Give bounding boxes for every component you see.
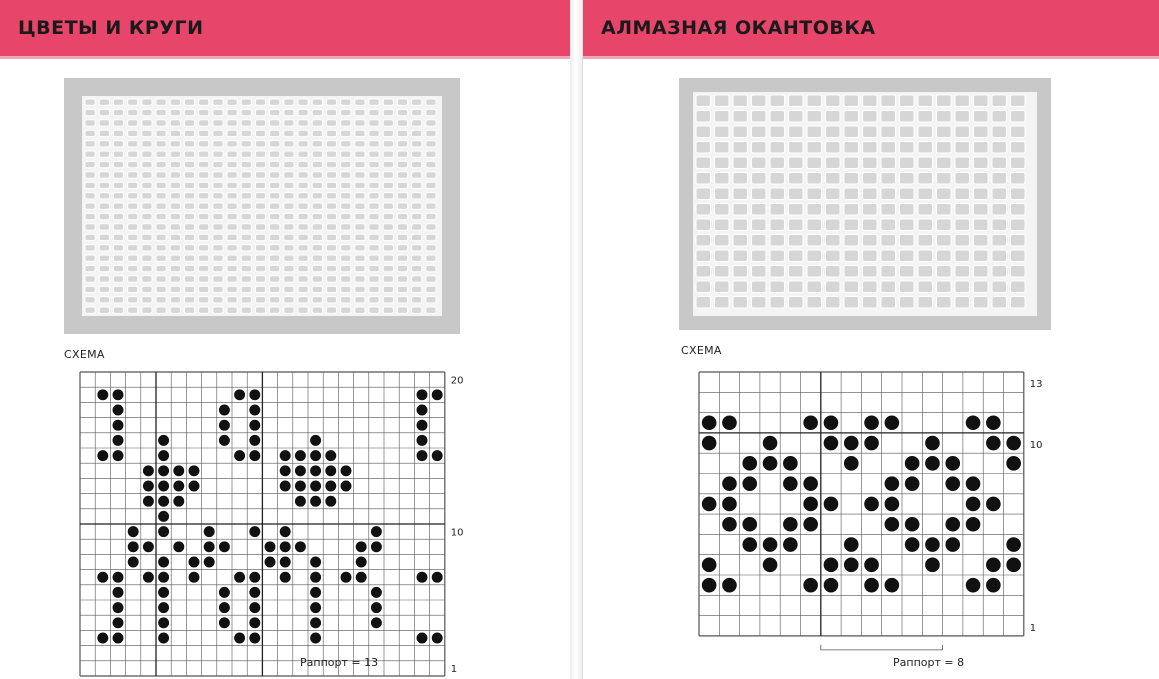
- left-chart-grid: [80, 372, 445, 676]
- right-chart-stitch-dot: [905, 456, 920, 471]
- right-chart-stitch-dot: [722, 476, 737, 491]
- left-chart-stitch-dot: [249, 572, 260, 583]
- right-chart-stitch-dot: [986, 436, 1001, 451]
- left-chart-stitch-dot: [204, 557, 215, 568]
- left-chart-stitch-dot: [371, 587, 382, 598]
- left-chart-stitch-dot: [310, 496, 321, 507]
- left-header-rule: [0, 56, 570, 59]
- right-chart-stitch-dot: [864, 415, 879, 430]
- right-chart-stitch-dot: [783, 456, 798, 471]
- left-chart-stitch-dot: [356, 541, 367, 552]
- left-chart-stitch-dot: [113, 420, 124, 431]
- right-chart-stitch-dot: [986, 578, 1001, 593]
- left-chart-stitch-dot: [417, 420, 428, 431]
- right-chart-stitch-dot: [945, 476, 960, 491]
- left-chart-stitch-dot: [249, 617, 260, 628]
- left-chart-stitch-dot: [310, 602, 321, 613]
- left-chart-stitch-dot: [128, 541, 139, 552]
- right-chart-stitch-dot: [824, 497, 839, 512]
- left-lace-photo: [64, 78, 460, 334]
- left-chart-row-label: 20: [450, 375, 464, 387]
- right-chart-stitch-dot: [763, 456, 778, 471]
- left-chart-stitch-dot: [295, 450, 306, 461]
- right-chart-stitch-dot: [945, 456, 960, 471]
- left-chart-stitch-dot: [341, 465, 352, 476]
- right-chart-stitch-dot: [864, 497, 879, 512]
- left-chart-stitch-dot: [280, 526, 291, 537]
- left-chart-stitch-dot: [219, 541, 230, 552]
- right-chart-stitch-dot: [824, 578, 839, 593]
- left-chart-stitch-dot: [173, 496, 184, 507]
- left-schema-label: СХЕМА: [64, 348, 105, 361]
- left-rapport-caption: Раппорт = 13: [300, 656, 379, 669]
- right-chart-stitch-dot: [702, 436, 717, 451]
- left-chart-stitch-dot: [128, 526, 139, 537]
- right-chart-stitch-dot: [722, 578, 737, 593]
- right-chart-stitch-dot: [1006, 456, 1021, 471]
- left-chart-stitch-dot: [173, 481, 184, 492]
- right-chart-stitch-dot: [885, 476, 900, 491]
- left-chart-stitch-dot: [219, 617, 230, 628]
- left-chart-stitch-dot: [417, 405, 428, 416]
- right-chart-stitch-dot: [885, 415, 900, 430]
- left-chart-stitch-dot: [158, 572, 169, 583]
- right-chart-stitch-dot: [742, 517, 757, 532]
- left-chart-stitch-dot: [310, 617, 321, 628]
- left-chart-stitch-dot: [189, 481, 200, 492]
- left-chart-stitch-dot: [310, 450, 321, 461]
- left-chart-stitch-dot: [249, 450, 260, 461]
- left-chart-stitch-dot: [417, 435, 428, 446]
- right-chart-stitch-dot: [803, 497, 818, 512]
- left-chart-stitch-dot: [158, 587, 169, 598]
- left-chart-stitch-dot: [417, 572, 428, 583]
- left-chart-stitch-dot: [432, 572, 443, 583]
- right-chart-stitch-dot: [702, 415, 717, 430]
- right-chart-stitch-dot: [783, 537, 798, 552]
- left-chart-stitch-dot: [143, 481, 154, 492]
- left-page-title: ЦВЕТЫ И КРУГИ: [0, 0, 570, 56]
- right-chart-row-label: 1: [1029, 622, 1037, 634]
- left-chart-row-label: 1: [450, 664, 458, 676]
- right-chart-rapport-bracket: [821, 645, 943, 650]
- right-chart-stitch-dot: [966, 578, 981, 593]
- left-chart-stitch-dot: [371, 541, 382, 552]
- right-chart-stitch-dot: [864, 558, 879, 573]
- left-chart-stitch-dot: [113, 572, 124, 583]
- left-chart-stitch-dot: [158, 465, 169, 476]
- left-chart-stitch-dot: [234, 572, 245, 583]
- left-chart-stitch-dot: [432, 450, 443, 461]
- right-chart-stitch-dot: [966, 476, 981, 491]
- left-chart-stitch-dot: [143, 572, 154, 583]
- right-lace-photo: [679, 78, 1051, 330]
- left-chart-stitch-dot: [280, 481, 291, 492]
- left-chart-stitch-dot: [189, 572, 200, 583]
- right-chart-stitch-dot: [742, 537, 757, 552]
- left-chart-stitch-dot: [143, 541, 154, 552]
- left-chart-stitch-dot: [310, 587, 321, 598]
- left-chart-stitch-dot: [249, 602, 260, 613]
- left-chart-stitch-dot: [219, 405, 230, 416]
- left-chart-stitch-dot: [371, 617, 382, 628]
- right-chart-stitch-dot: [986, 415, 1001, 430]
- right-chart-stitch-dot: [966, 497, 981, 512]
- left-chart-stitch-dot: [97, 450, 108, 461]
- left-chart-stitch-dot: [173, 541, 184, 552]
- left-chart-stitch-dot: [280, 541, 291, 552]
- right-chart-stitch-dot: [864, 436, 879, 451]
- left-chart-stitch-dot: [310, 465, 321, 476]
- left-chart-stitch-dot: [128, 557, 139, 568]
- left-chart-stitch-dot: [310, 572, 321, 583]
- right-chart-stitch-dot: [945, 517, 960, 532]
- left-chart-stitch-dot: [113, 450, 124, 461]
- right-chart-stitch-dot: [763, 537, 778, 552]
- right-chart-stitch-dot: [905, 476, 920, 491]
- left-chart-stitch-dot: [310, 435, 321, 446]
- left-chart-stitch-dot: [158, 617, 169, 628]
- left-chart-stitch-dot: [113, 587, 124, 598]
- left-chart-stitch-dot: [158, 450, 169, 461]
- right-chart-stitch-dot: [885, 517, 900, 532]
- right-chart-stitch-dot: [824, 558, 839, 573]
- left-chart-stitch-dot: [113, 602, 124, 613]
- right-chart-stitch-dot: [702, 497, 717, 512]
- book-gutter: [570, 0, 582, 679]
- left-chart-stitch-dot: [219, 420, 230, 431]
- left-page: [0, 0, 571, 679]
- left-chart-stitch-dot: [280, 572, 291, 583]
- left-chart-stitch-dot: [143, 465, 154, 476]
- right-rapport-caption: Раппорт = 8: [893, 656, 965, 669]
- left-chart-stitch-dot: [143, 496, 154, 507]
- left-chart-stitch-dot: [371, 602, 382, 613]
- right-chart-stitch-dot: [966, 517, 981, 532]
- right-chart-stitch-dot: [925, 436, 940, 451]
- left-chart-stitch-dot: [97, 389, 108, 400]
- right-chart-stitch-dot: [925, 456, 940, 471]
- left-chart-stitch-dot: [249, 633, 260, 644]
- left-chart-stitch-dot: [219, 602, 230, 613]
- left-chart-stitch-dot: [249, 420, 260, 431]
- left-chart-stitch-dot: [325, 496, 336, 507]
- right-chart-stitch-dot: [722, 517, 737, 532]
- right-chart-stitch-dot: [763, 558, 778, 573]
- right-chart-stitch-dot: [885, 497, 900, 512]
- left-chart-stitch-dot: [417, 450, 428, 461]
- left-chart-stitch-dot: [189, 557, 200, 568]
- right-chart-stitch-dot: [844, 436, 859, 451]
- right-chart-stitch-dot: [966, 415, 981, 430]
- right-chart-stitch-dot: [905, 517, 920, 532]
- left-chart-stitch-dot: [249, 405, 260, 416]
- left-chart-stitch-dot: [113, 633, 124, 644]
- left-chart-stitch-dot: [432, 633, 443, 644]
- right-chart-stitch-dot: [722, 415, 737, 430]
- left-chart-stitch-dot: [158, 496, 169, 507]
- right-chart-stitch-dot: [844, 558, 859, 573]
- left-chart-stitch-dot: [158, 633, 169, 644]
- right-chart-stitch-dot: [803, 476, 818, 491]
- right-chart-stitch-dot: [925, 537, 940, 552]
- right-chart-stitch-dot: [844, 537, 859, 552]
- left-chart-row-label: 10: [450, 527, 464, 539]
- left-chart-stitch-dot: [249, 389, 260, 400]
- left-chart-stitch-dot: [280, 450, 291, 461]
- right-chart-stitch-dot: [763, 436, 778, 451]
- right-header-rule: [583, 56, 1159, 59]
- left-chart-stitch-dot: [265, 541, 276, 552]
- left-chart-stitch-dot: [325, 481, 336, 492]
- left-chart-stitch-dot: [158, 526, 169, 537]
- right-chart-stitch-dot: [824, 436, 839, 451]
- left-chart-stitch-dot: [204, 526, 215, 537]
- left-chart-stitch-dot: [234, 633, 245, 644]
- left-chart-stitch-dot: [280, 557, 291, 568]
- left-chart-stitch-dot: [325, 450, 336, 461]
- left-chart-stitch-dot: [113, 617, 124, 628]
- right-chart-stitch-dot: [1006, 537, 1021, 552]
- left-chart-stitch-dot: [295, 541, 306, 552]
- left-chart-stitch-dot: [113, 389, 124, 400]
- left-chart-stitch-dot: [325, 465, 336, 476]
- right-chart: [699, 372, 1043, 662]
- right-chart-stitch-dot: [783, 517, 798, 532]
- right-chart-stitch-dot: [702, 558, 717, 573]
- left-chart-stitch-dot: [310, 633, 321, 644]
- right-chart-stitch-dot: [803, 578, 818, 593]
- left-chart-stitch-dot: [204, 541, 215, 552]
- left-chart-stitch-dot: [234, 389, 245, 400]
- right-page-title: АЛМАЗНАЯ ОКАНТОВКА: [583, 0, 1159, 56]
- left-chart-stitch-dot: [356, 572, 367, 583]
- left-chart-stitch-dot: [173, 465, 184, 476]
- lace-mesh: [85, 99, 436, 313]
- right-chart-stitch-dot: [986, 558, 1001, 573]
- left-chart-stitch-dot: [356, 557, 367, 568]
- right-chart-row-label: 10: [1029, 440, 1043, 452]
- left-chart-stitch-dot: [97, 572, 108, 583]
- right-chart-stitch-dot: [742, 456, 757, 471]
- right-chart-stitch-dot: [986, 497, 1001, 512]
- left-chart-stitch-dot: [341, 572, 352, 583]
- right-chart-stitch-dot: [1006, 436, 1021, 451]
- left-chart-stitch-dot: [249, 435, 260, 446]
- right-chart-stitch-dot: [864, 578, 879, 593]
- left-chart-stitch-dot: [158, 435, 169, 446]
- right-chart-stitch-dot: [803, 517, 818, 532]
- left-chart-stitch-dot: [341, 481, 352, 492]
- right-chart-stitch-dot: [885, 578, 900, 593]
- left-chart-stitch-dot: [265, 557, 276, 568]
- left-chart-stitch-dot: [280, 465, 291, 476]
- left-chart-stitch-dot: [158, 602, 169, 613]
- left-chart-stitch-dot: [113, 435, 124, 446]
- left-chart-stitch-dot: [113, 405, 124, 416]
- left-chart-stitch-dot: [249, 526, 260, 537]
- right-chart-stitch-dot: [925, 558, 940, 573]
- left-chart-stitch-dot: [189, 465, 200, 476]
- left-chart-stitch-dot: [219, 435, 230, 446]
- right-chart-stitch-dot: [824, 415, 839, 430]
- left-chart-stitch-dot: [158, 481, 169, 492]
- left-chart-stitch-dot: [219, 587, 230, 598]
- right-page: [582, 0, 1159, 679]
- right-chart-stitch-dot: [1006, 558, 1021, 573]
- left-chart-stitch-dot: [295, 465, 306, 476]
- left-chart-stitch-dot: [158, 511, 169, 522]
- left-chart-stitch-dot: [417, 633, 428, 644]
- right-chart-stitch-dot: [783, 476, 798, 491]
- left-chart-stitch-dot: [417, 389, 428, 400]
- right-chart-stitch-dot: [722, 497, 737, 512]
- left-chart-stitch-dot: [158, 557, 169, 568]
- left-chart-stitch-dot: [97, 633, 108, 644]
- left-chart-stitch-dot: [249, 587, 260, 598]
- right-chart-stitch-dot: [905, 537, 920, 552]
- right-chart-stitch-dot: [803, 415, 818, 430]
- left-chart-stitch-dot: [295, 481, 306, 492]
- right-schema-label: СХЕМА: [681, 344, 722, 357]
- right-chart-stitch-dot: [702, 578, 717, 593]
- left-chart-stitch-dot: [295, 496, 306, 507]
- right-chart-stitch-dot: [844, 456, 859, 471]
- right-chart-stitch-dot: [742, 476, 757, 491]
- left-chart-stitch-dot: [371, 526, 382, 537]
- left-chart-stitch-dot: [310, 557, 321, 568]
- right-chart-stitch-dot: [945, 537, 960, 552]
- left-chart-stitch-dot: [310, 481, 321, 492]
- right-chart-row-label: 13: [1029, 379, 1043, 391]
- left-chart-stitch-dot: [234, 450, 245, 461]
- left-chart-stitch-dot: [432, 389, 443, 400]
